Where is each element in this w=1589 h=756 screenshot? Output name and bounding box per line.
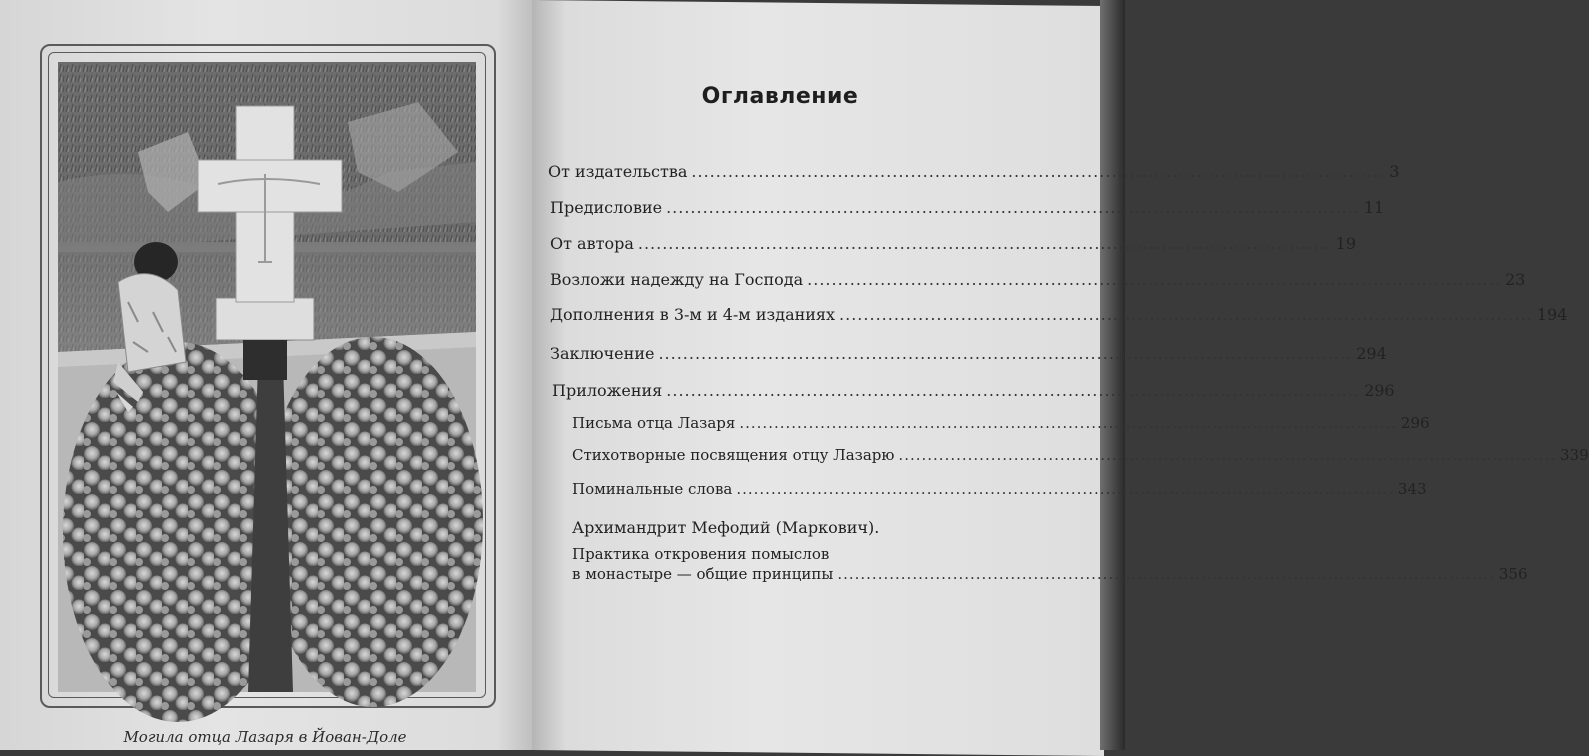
toc-leader-dots: .................................................................................................................. xyxy=(736,480,1394,498)
toc-leader-dots: .................................................................................................................. xyxy=(898,446,1556,464)
toc-entry-label: От издательства xyxy=(548,162,688,181)
toc-title: Оглавление xyxy=(701,84,859,109)
toc-entry-page: 19 xyxy=(1335,234,1357,253)
toc-leader-dots: .................................................................................................................. xyxy=(837,565,1495,583)
toc-entry-label: Письма отца Лазаря xyxy=(572,414,736,432)
toc-entry-label: Возложи надежду на Господа xyxy=(550,270,804,289)
toc-entry-label: Приложения xyxy=(552,381,663,400)
toc-entry[interactable] xyxy=(550,344,1387,363)
toc-subentry-title-line: Практика откровения помыслов xyxy=(572,545,830,563)
toc-entry-label: Предисловие xyxy=(550,198,663,217)
toc-entry-page: 296 xyxy=(1364,381,1395,400)
toc-entry[interactable] xyxy=(552,381,1395,400)
toc-entry-page: 23 xyxy=(1504,270,1526,289)
grave-photo xyxy=(58,62,476,692)
toc-entry-label: Стихотворные посвящения отцу Лазарю xyxy=(572,446,895,464)
toc-entry-page: 339 xyxy=(1559,446,1589,464)
toc-entry[interactable] xyxy=(550,305,1568,324)
photo-caption: Могила отца Лазаря в Йован-Доле xyxy=(123,728,407,746)
toc-leader-dots: .................................................................................................................. xyxy=(691,162,1386,181)
toc-entry-label: в монастыре — общие принципы xyxy=(572,565,834,583)
toc-subentry[interactable] xyxy=(572,480,1427,498)
toc-leader-dots: .................................................................................................................. xyxy=(666,198,1360,217)
toc-entry-page: 296 xyxy=(1400,414,1430,432)
toc-leader-dots: .................................................................................................................. xyxy=(658,344,1353,363)
toc-leader-dots: .................................................................................................................. xyxy=(839,305,1533,324)
toc-entry-label: Дополнения в 3-м и 4-м изданиях xyxy=(550,305,836,324)
right-page xyxy=(532,0,1104,756)
toc-entry-page: 294 xyxy=(1356,344,1387,363)
toc-leader-dots: .................................................................................................................. xyxy=(739,414,1397,432)
page-edge-shadow xyxy=(1100,0,1125,750)
toc-leader-dots: .................................................................................................................. xyxy=(807,270,1501,289)
toc-subentry[interactable] xyxy=(572,414,1430,432)
toc-leader-dots: .................................................................................................................. xyxy=(666,381,1361,400)
toc-entry[interactable] xyxy=(548,162,1400,181)
toc-entry-label: Поминальные слова xyxy=(572,480,733,498)
toc-entry-page: 3 xyxy=(1389,162,1400,181)
toc-entry[interactable] xyxy=(550,270,1526,289)
toc-entry-page: 194 xyxy=(1536,305,1568,324)
toc-subentry-author: Архимандрит Мефодий (Маркович). xyxy=(572,518,880,537)
toc-entry[interactable] xyxy=(550,198,1385,217)
toc-entry-label: От автора xyxy=(550,234,634,253)
toc-entry-label: Заключение xyxy=(550,344,655,363)
toc-leader-dots: .................................................................................................................. xyxy=(637,234,1332,253)
toc-entry[interactable] xyxy=(550,234,1357,253)
grave-photo-illustration xyxy=(58,62,476,692)
toc-subentry[interactable] xyxy=(572,565,1528,583)
toc-entry-page: 11 xyxy=(1363,198,1385,217)
toc-subentry[interactable] xyxy=(572,446,1589,464)
toc-entry-page: 356 xyxy=(1498,565,1528,583)
toc-entry-page: 343 xyxy=(1397,480,1427,498)
